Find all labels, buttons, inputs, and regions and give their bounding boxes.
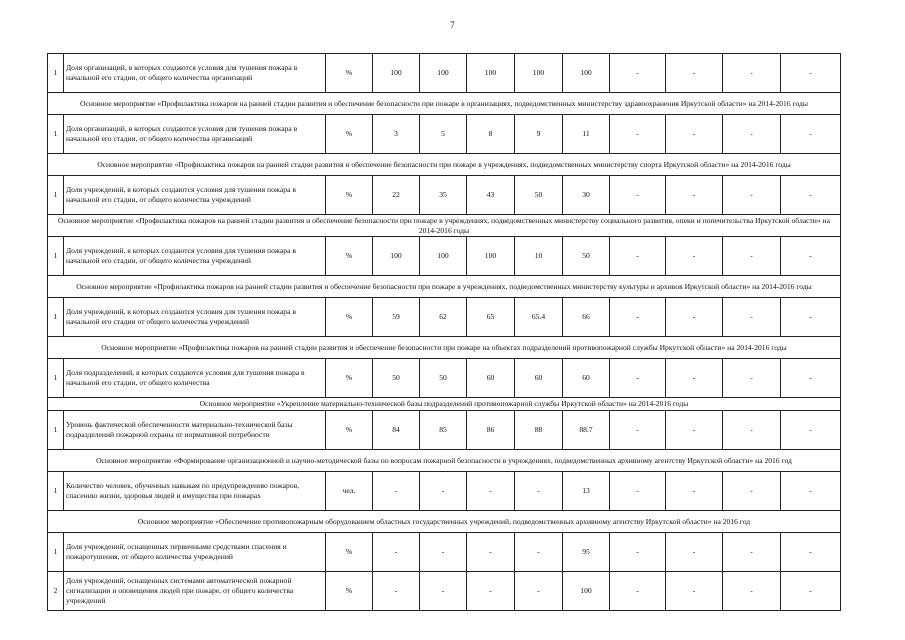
value-cell: 88 (515, 411, 563, 450)
value-cell: - (610, 54, 666, 93)
value-cell: - (515, 533, 563, 572)
page-number: 7 (450, 20, 455, 30)
value-cell: - (781, 298, 841, 337)
unit-cell: % (326, 411, 373, 450)
value-cell: 59 (373, 298, 420, 337)
section-heading: Основное мероприятие «Профилактика пожаров на ранней стадии развития и обеспечение безопасности при пожаре в учреждениях, подведомственных министерству спорта Иркутской области» на 2014-2016 годы (48, 154, 841, 176)
row-number: 1 (48, 533, 64, 572)
indicators-table (47, 53, 841, 611)
value-cell: 13 (563, 472, 610, 511)
value-cell: - (610, 176, 666, 215)
table-row (48, 54, 841, 93)
value-cell: 65 (467, 298, 515, 337)
value-cell: - (781, 176, 841, 215)
value-cell: 100 (373, 237, 420, 276)
section-heading: Основное мероприятие «Профилактика пожаров на ранней стадии развития и обеспечение безопасности при пожаре в учреждениях, подведомственных министерству социального развития, опеки и попечительства Иркутской области» на 2014-2016 годы (48, 215, 841, 237)
value-cell: 100 (515, 54, 563, 93)
value-cell: - (781, 237, 841, 276)
section-heading: Основное мероприятие «Укрепление материально-технической базы подразделений противопожарной службы Иркутской области» на 2014-2016 годы (48, 398, 841, 411)
value-cell: - (781, 359, 841, 398)
value-cell: 10 (515, 237, 563, 276)
value-cell: - (515, 572, 563, 611)
value-cell: 100 (420, 237, 467, 276)
row-number: 1 (48, 54, 64, 93)
value-cell: 84 (373, 411, 420, 450)
value-cell: - (610, 472, 666, 511)
value-cell: - (467, 572, 515, 611)
indicator-name: Доля организаций, в которых создаются условия для тушения пожара в начальной его стадии, от общего количества организаций (64, 115, 326, 154)
value-cell: - (610, 115, 666, 154)
table-row (48, 359, 841, 398)
section-heading-row (48, 511, 841, 533)
value-cell: 30 (563, 176, 610, 215)
indicator-name: Доля учреждений, в которых создаются условия для тушения пожара в начальной его стадии от общего количества учреждений (64, 298, 326, 337)
value-cell: 9 (515, 115, 563, 154)
value-cell: - (420, 572, 467, 611)
section-heading: Основное мероприятие «Профилактика пожаров на ранней стадии развития и обеспечение безопасности при пожаре в организациях, подведомственных министерству здравоохранения Иркутской области» на 2014-2016 годы (48, 93, 841, 115)
section-heading: Основное мероприятие «Профилактика пожаров на ранней стадии развития и обеспечение безопасности при пожаре в учреждениях, подведомственных министерству культуры и архивов Иркутской области» на 2014-2016 годы (48, 276, 841, 298)
value-cell: 85 (420, 411, 467, 450)
value-cell: - (666, 533, 723, 572)
value-cell: - (610, 237, 666, 276)
value-cell: - (723, 572, 781, 611)
value-cell: - (610, 533, 666, 572)
value-cell: 100 (563, 572, 610, 611)
unit-cell: % (326, 176, 373, 215)
value-cell: 95 (563, 533, 610, 572)
indicator-name: Количество человек, обученных навыкам по предупреждению пожаров, спасению жизни, здоровья людей и имущества при пожарах (64, 472, 326, 511)
unit-cell: чел. (326, 472, 373, 511)
value-cell: - (467, 472, 515, 511)
value-cell: - (723, 533, 781, 572)
value-cell: - (610, 359, 666, 398)
value-cell: - (781, 572, 841, 611)
unit-cell: % (326, 298, 373, 337)
unit-cell: % (326, 115, 373, 154)
table-row (48, 533, 841, 572)
value-cell: 88.7 (563, 411, 610, 450)
value-cell: 35 (420, 176, 467, 215)
section-heading: Основное мероприятие «Профилактика пожаров на ранней стадии развития и обеспечение безопасности при пожаре на объектах подразделений противопожарной службы Иркутской области» на 2014-2016 годы (48, 337, 841, 359)
indicator-name: Уровень фактической обеспеченности материально-технической базы подразделений пожарной охраны от нормативной потребности (64, 411, 326, 450)
value-cell: - (781, 533, 841, 572)
row-number: 1 (48, 115, 64, 154)
row-number: 1 (48, 359, 64, 398)
table-row (48, 411, 841, 450)
value-cell: 100 (420, 54, 467, 93)
value-cell: - (723, 359, 781, 398)
value-cell: - (515, 472, 563, 511)
value-cell: - (373, 572, 420, 611)
section-heading-row (48, 93, 841, 115)
value-cell: - (420, 533, 467, 572)
value-cell: 5 (420, 115, 467, 154)
table-row (48, 572, 841, 611)
value-cell: - (666, 359, 723, 398)
table-row (48, 298, 841, 337)
unit-cell: % (326, 359, 373, 398)
section-heading: Основное мероприятие «Формирование организационной и научно-методической базы по вопросам пожарной безопасности в учреждениях, подведомственных архивному агентству Иркутской области» на 2016 год (48, 450, 841, 472)
value-cell: - (723, 237, 781, 276)
value-cell: - (666, 115, 723, 154)
value-cell: - (373, 472, 420, 511)
indicator-name: Доля учреждений, оснащенных первичными средствами спасения и пожаротушения, от общего количества учреждений (64, 533, 326, 572)
value-cell: - (666, 472, 723, 511)
value-cell: 100 (563, 54, 610, 93)
table-row (48, 176, 841, 215)
value-cell: - (781, 115, 841, 154)
value-cell: - (666, 411, 723, 450)
unit-cell: % (326, 572, 373, 611)
section-heading-row (48, 450, 841, 472)
value-cell: 60 (515, 359, 563, 398)
value-cell: - (666, 237, 723, 276)
value-cell: - (723, 298, 781, 337)
value-cell: - (723, 54, 781, 93)
indicator-name: Доля учреждений, оснащенных системами автоматической пожарной сигнализации и оповещения людей при пожаре, от общего количества учреждений (64, 572, 326, 611)
value-cell: 66 (563, 298, 610, 337)
value-cell: - (723, 115, 781, 154)
indicator-name: Доля подразделений, в которых создаются условия для тушения пожара в начальной его стадии, от общего количества (64, 359, 326, 398)
row-number: 1 (48, 176, 64, 215)
value-cell: - (666, 572, 723, 611)
value-cell: 50 (563, 237, 610, 276)
value-cell: - (781, 54, 841, 93)
value-cell: 3 (373, 115, 420, 154)
value-cell: 86 (467, 411, 515, 450)
row-number: 2 (48, 572, 64, 611)
value-cell: - (781, 472, 841, 511)
section-heading-row (48, 154, 841, 176)
indicator-name: Доля организаций, в которых создаются условия для тушения пожара в начальной его стадии, от общего количества организаций (64, 54, 326, 93)
unit-cell: % (326, 54, 373, 93)
value-cell: 22 (373, 176, 420, 215)
value-cell: 60 (563, 359, 610, 398)
indicator-name: Доля учреждений, в которых создаются условия для тушения пожара в начальной его стадии, от общего количества учреждений (64, 237, 326, 276)
value-cell: - (467, 533, 515, 572)
value-cell: 60 (467, 359, 515, 398)
value-cell: 11 (563, 115, 610, 154)
unit-cell: % (326, 237, 373, 276)
row-number: 1 (48, 472, 64, 511)
value-cell: 100 (467, 237, 515, 276)
value-cell: 100 (373, 54, 420, 93)
row-number: 1 (48, 411, 64, 450)
value-cell: - (610, 298, 666, 337)
value-cell: 50 (420, 359, 467, 398)
value-cell: 62 (420, 298, 467, 337)
value-cell: - (723, 176, 781, 215)
value-cell: 8 (467, 115, 515, 154)
value-cell: - (373, 533, 420, 572)
value-cell: - (781, 411, 841, 450)
table-row (48, 115, 841, 154)
section-heading-row (48, 337, 841, 359)
value-cell: - (723, 411, 781, 450)
section-heading-row (48, 276, 841, 298)
value-cell: 65.4 (515, 298, 563, 337)
row-number: 1 (48, 298, 64, 337)
value-cell: - (666, 176, 723, 215)
table-row (48, 237, 841, 276)
section-heading-row (48, 215, 841, 237)
value-cell: - (610, 572, 666, 611)
value-cell: 100 (467, 54, 515, 93)
value-cell: - (610, 411, 666, 450)
value-cell: 50 (515, 176, 563, 215)
value-cell: - (666, 54, 723, 93)
value-cell: - (666, 298, 723, 337)
section-heading: Основное мероприятие «Обеспечение противопожарным оборудованием областных государственных учреждений, подведомственных архивному агентству Иркутской области» на 2016 год (48, 511, 841, 533)
table-row (48, 472, 841, 511)
section-heading-row (48, 398, 841, 411)
value-cell: 43 (467, 176, 515, 215)
value-cell: - (420, 472, 467, 511)
value-cell: 50 (373, 359, 420, 398)
value-cell: - (723, 472, 781, 511)
unit-cell: % (326, 533, 373, 572)
row-number: 1 (48, 237, 64, 276)
indicator-name: Доля учреждений, в которых создаются условия для тушения пожара в начальной его стадии, от общего количества учреждений (64, 176, 326, 215)
